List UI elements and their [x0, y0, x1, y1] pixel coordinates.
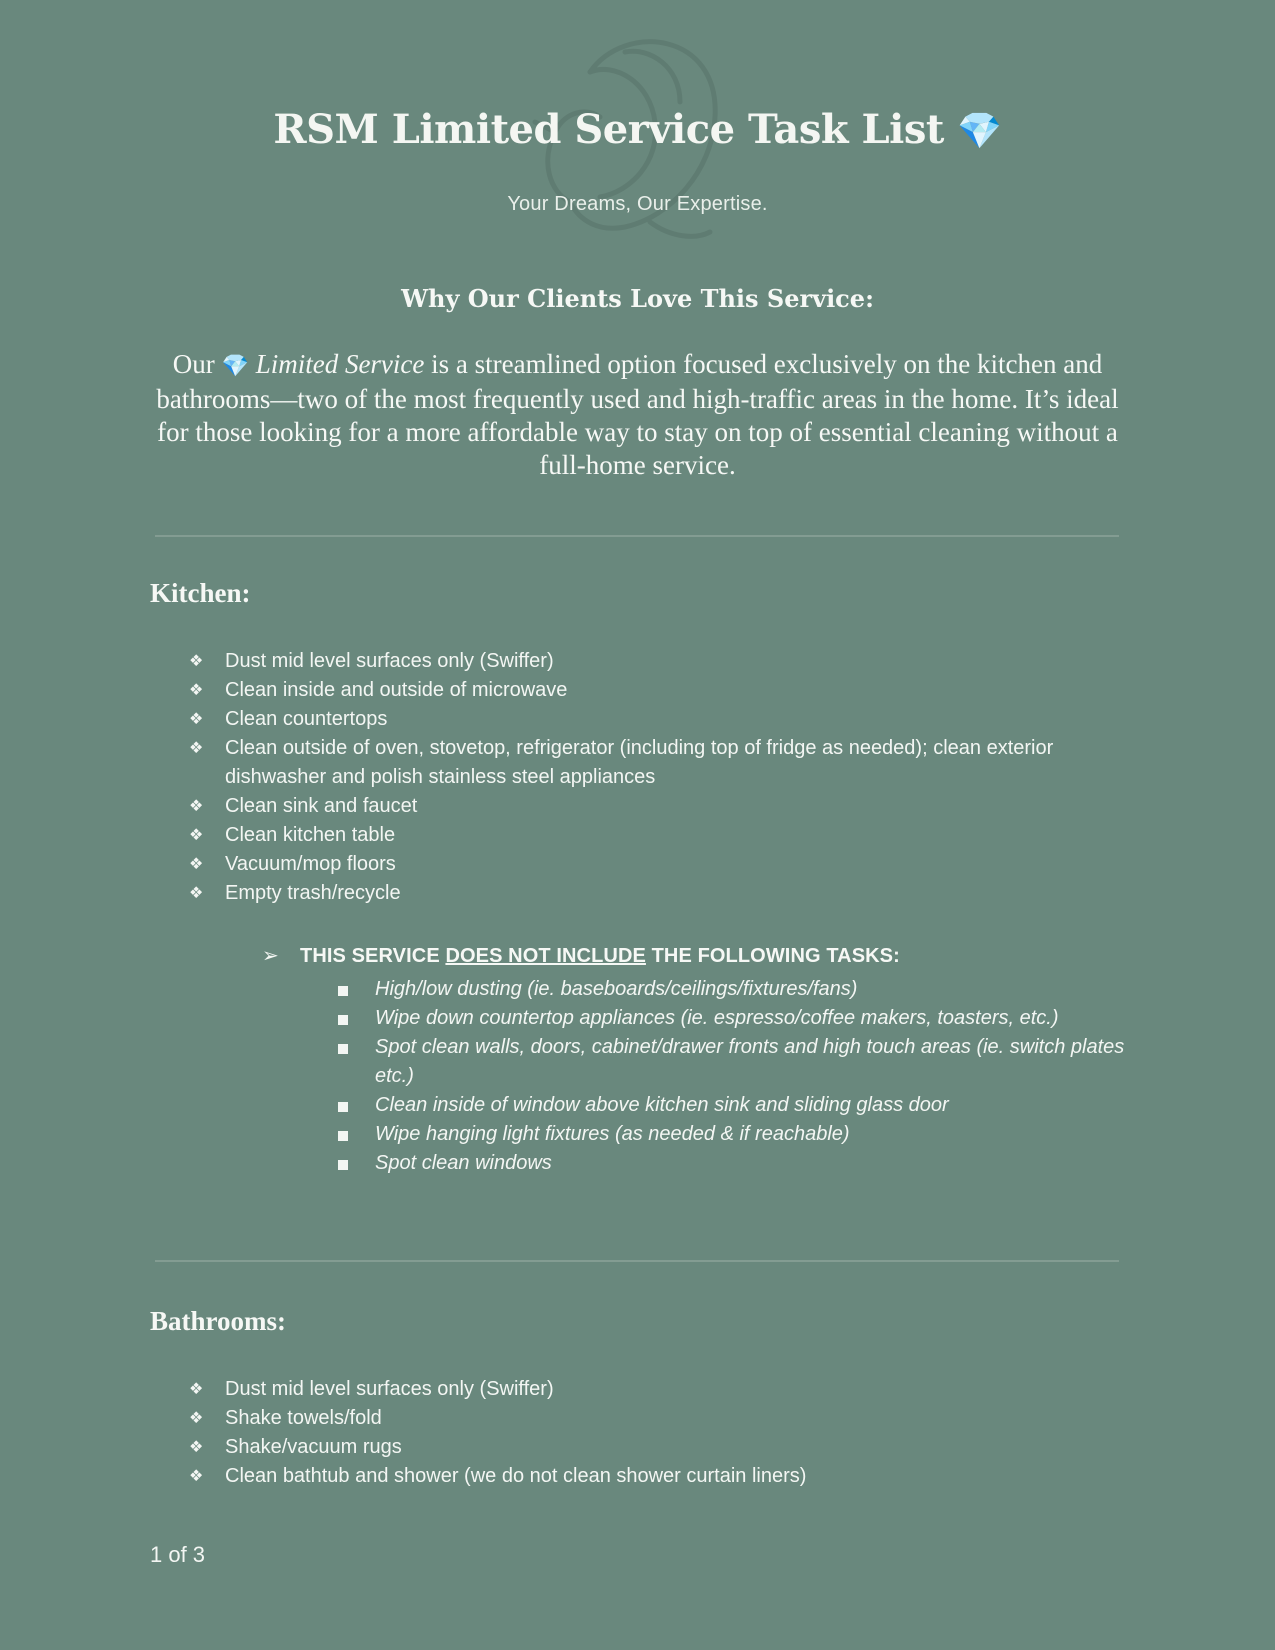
page-title [0, 106, 1275, 153]
section-divider [155, 1260, 1119, 1262]
list-item: ❖ Vacuum/mop floors [225, 850, 1125, 879]
intro-prefix: Our [172, 349, 215, 379]
tagline: Your Dreams, Our Expertise. [507, 193, 768, 215]
list-item: Clean inside of window above kitchen sink and sliding glass door [375, 1091, 1135, 1120]
list-item: Wipe down countertop appliances (ie. espresso/coffee makers, toasters, etc.) [375, 1004, 1135, 1033]
arrow-bullet-icon: ➢ [262, 945, 279, 967]
exclusions-label-before: THIS SERVICE [300, 945, 440, 967]
list-item: ❖ Clean countertops [225, 705, 1125, 734]
kitchen-heading: Kitchen: [150, 578, 251, 608]
page-number: 1 of 3 [150, 1542, 206, 1567]
list-item: Spot clean walls, doors, cabinet/drawer fronts and high touch areas (ie. switch plates etc.) [375, 1033, 1135, 1091]
intro-paragraph [150, 348, 1125, 482]
exclusions-emphasis: DOES NOT INCLUDE [445, 945, 646, 967]
list-item: ❖ Dust mid level surfaces only (Swiffer) [225, 1375, 1125, 1404]
diamond-icon: 💎 [957, 111, 1002, 152]
title-text: RSM Limited Service Task List [273, 106, 944, 153]
exclusions-heading [262, 943, 900, 968]
bathrooms-task-list [225, 1375, 1125, 1491]
list-item: ❖ Clean bathtub and shower (we do not clean shower curtain liners) [225, 1462, 1125, 1491]
list-item: High/low dusting (ie. baseboards/ceilings/fixtures/fans) [375, 975, 1135, 1004]
bathrooms-heading: Bathrooms: [150, 1306, 287, 1336]
list-item: Wipe hanging light fixtures (as needed & if reachable) [375, 1120, 1135, 1149]
section-divider [155, 535, 1119, 537]
intro-heading: Why Our Clients Love This Service: [401, 284, 874, 313]
list-item: ❖ Clean outside of oven, stovetop, refrigerator (including top of fridge as needed); clean exterior dishwasher and polish stainless steel appliances [225, 734, 1125, 792]
list-item: ❖ Empty trash/recycle [225, 879, 1125, 908]
list-item: Spot clean windows [375, 1149, 1135, 1178]
diamond-icon: 💎 [221, 354, 249, 379]
list-item: ❖ Shake/vacuum rugs [225, 1433, 1125, 1462]
list-item: ❖ Shake towels/fold [225, 1404, 1125, 1433]
list-item: ❖ Clean kitchen table [225, 821, 1125, 850]
list-item: ❖ Clean inside and outside of microwave [225, 676, 1125, 705]
kitchen-exclusion-list [375, 975, 1135, 1178]
service-name: Limited Service [255, 349, 425, 379]
kitchen-task-list [225, 647, 1125, 908]
intro-body: is a streamlined option focused exclusively on the kitchen and bathrooms—two of the most frequently used and high-traffic areas in the home. It’s ideal for those looking for a more affordable way to stay on top of essential cleaning without a full-home service. [156, 349, 1119, 480]
exclusions-label-after: THE FOLLOWING TASKS: [651, 945, 900, 967]
list-item: ❖ Dust mid level surfaces only (Swiffer) [225, 647, 1125, 676]
list-item: ❖ Clean sink and faucet [225, 792, 1125, 821]
